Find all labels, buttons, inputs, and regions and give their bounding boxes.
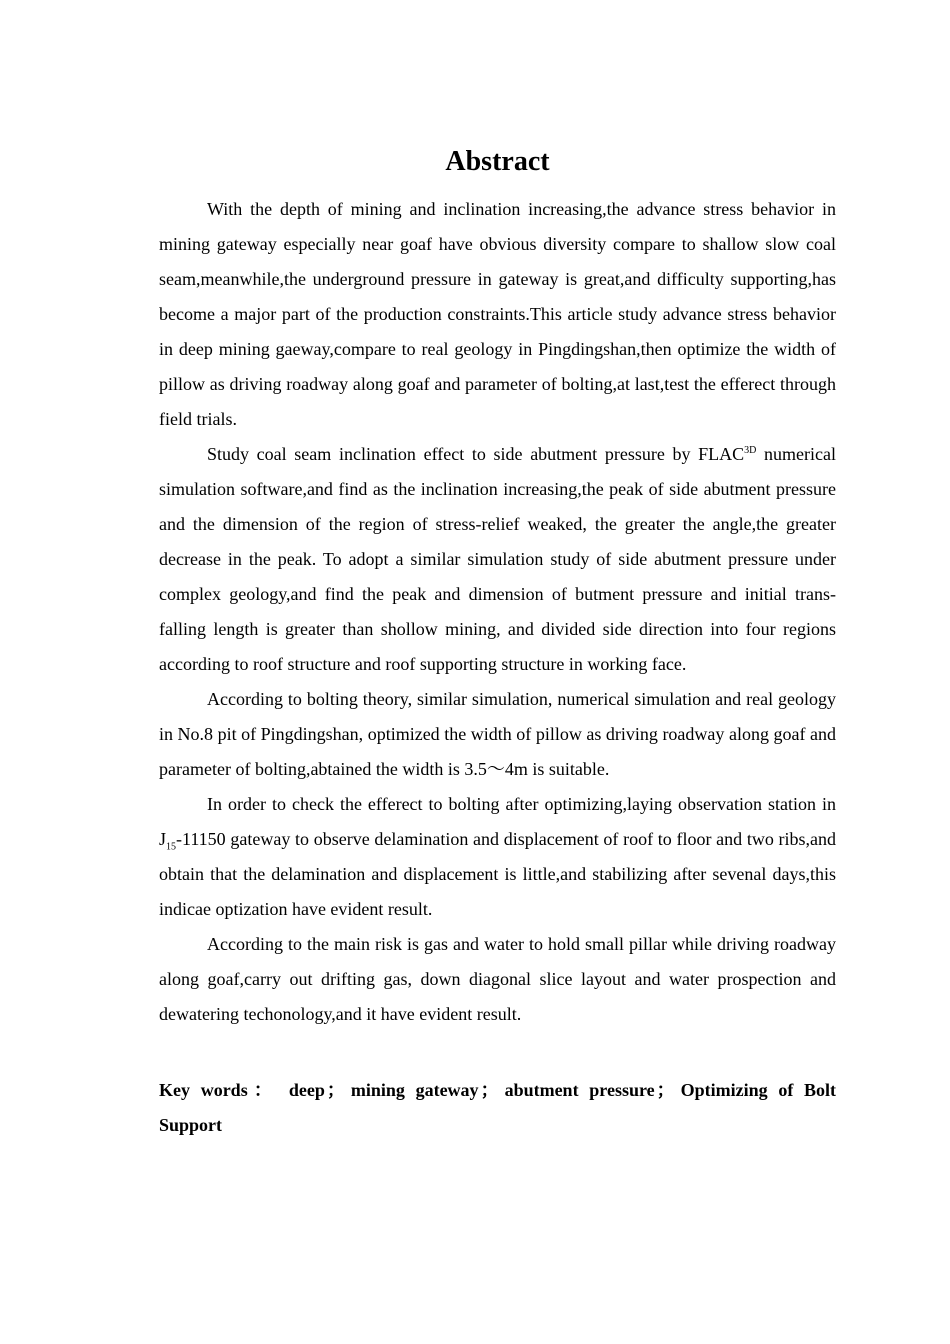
abstract-paragraph-2: [159, 437, 836, 682]
paragraph-2-text-start: Study coal seam inclination effect to side abutment pressure by FLAC: [207, 444, 745, 464]
keyword-item: mining gateway: [350, 1080, 479, 1100]
keyword-item: abutment pressure: [504, 1080, 655, 1100]
abstract-paragraph-5: According to the main risk is gas and water to hold small pillar while driving roadway along goaf,carry out drifting gas, down diagonal slice layout and water prospection and dewatering techonology,and it have evident result.: [159, 934, 836, 1024]
keywords-label: Key words：: [159, 1080, 279, 1100]
abstract-paragraph-4: [159, 787, 836, 927]
paragraph-4-text-start: In order to check the efferect to bolting after optimizing,laying observation station in J: [159, 794, 836, 849]
flac-3d-superscript: 3D: [744, 445, 757, 456]
j15-subscript: 15: [166, 841, 177, 853]
paragraph-2-text-end: numerical simulation software,and find as the inclination increasing,the peak of side abutment pressure and the dimension of the region of stress-relief weaked, the greater the angle,the greater decrease in the peak. To adopt a similar simulation study of side abutment pressure under complex geology,and find the peak and dimension of butment pressure and initial trans-falling length is greater than shollow mining, and divided side direction into four regions according to roof structure and roof supporting structure in working face.: [159, 444, 836, 674]
abstract-title: Abstract: [445, 146, 550, 177]
paragraph-4-text-end: -11150 gateway to observe delamination and displacement of roof to floor and two ribs,and obtain that the delamination and displacement is little,and stabilizing after sevenal days,this indicae optization have evident result.: [159, 829, 836, 919]
keyword-separator: ；: [480, 1080, 499, 1100]
keyword-separator: ；: [656, 1080, 675, 1100]
abstract-paragraph-3: According to bolting theory, similar simulation, numerical simulation and real geology in No.8 pit of Pingdingshan, optimized the width of pillow as driving roadway along goaf and parameter of bolting,abtained the width is 3.5～4m is suitable.: [159, 689, 836, 779]
keyword-item: deep: [288, 1080, 325, 1100]
keyword-separator: ；: [326, 1080, 345, 1100]
abstract-page: [159, 144, 836, 1143]
abstract-paragraph-1: With the depth of mining and inclination increasing,the advance stress behavior in mining gateway especially near goaf have obvious diversity compare to shallow slow coal seam,meanwhile,the underground pressure in gateway is great,and difficulty supporting,has become a major part of the production constraints.This article study advance stress behavior in deep mining gaeway,compare to real geology in Pingdingshan,then optimize the width of pillow as driving roadway along goaf and parameter of bolting,at last,test the efferect through field trials.: [159, 199, 836, 429]
keyword-item: Optimizing of Bolt Support: [159, 1080, 837, 1135]
keywords-line: [159, 1073, 836, 1143]
